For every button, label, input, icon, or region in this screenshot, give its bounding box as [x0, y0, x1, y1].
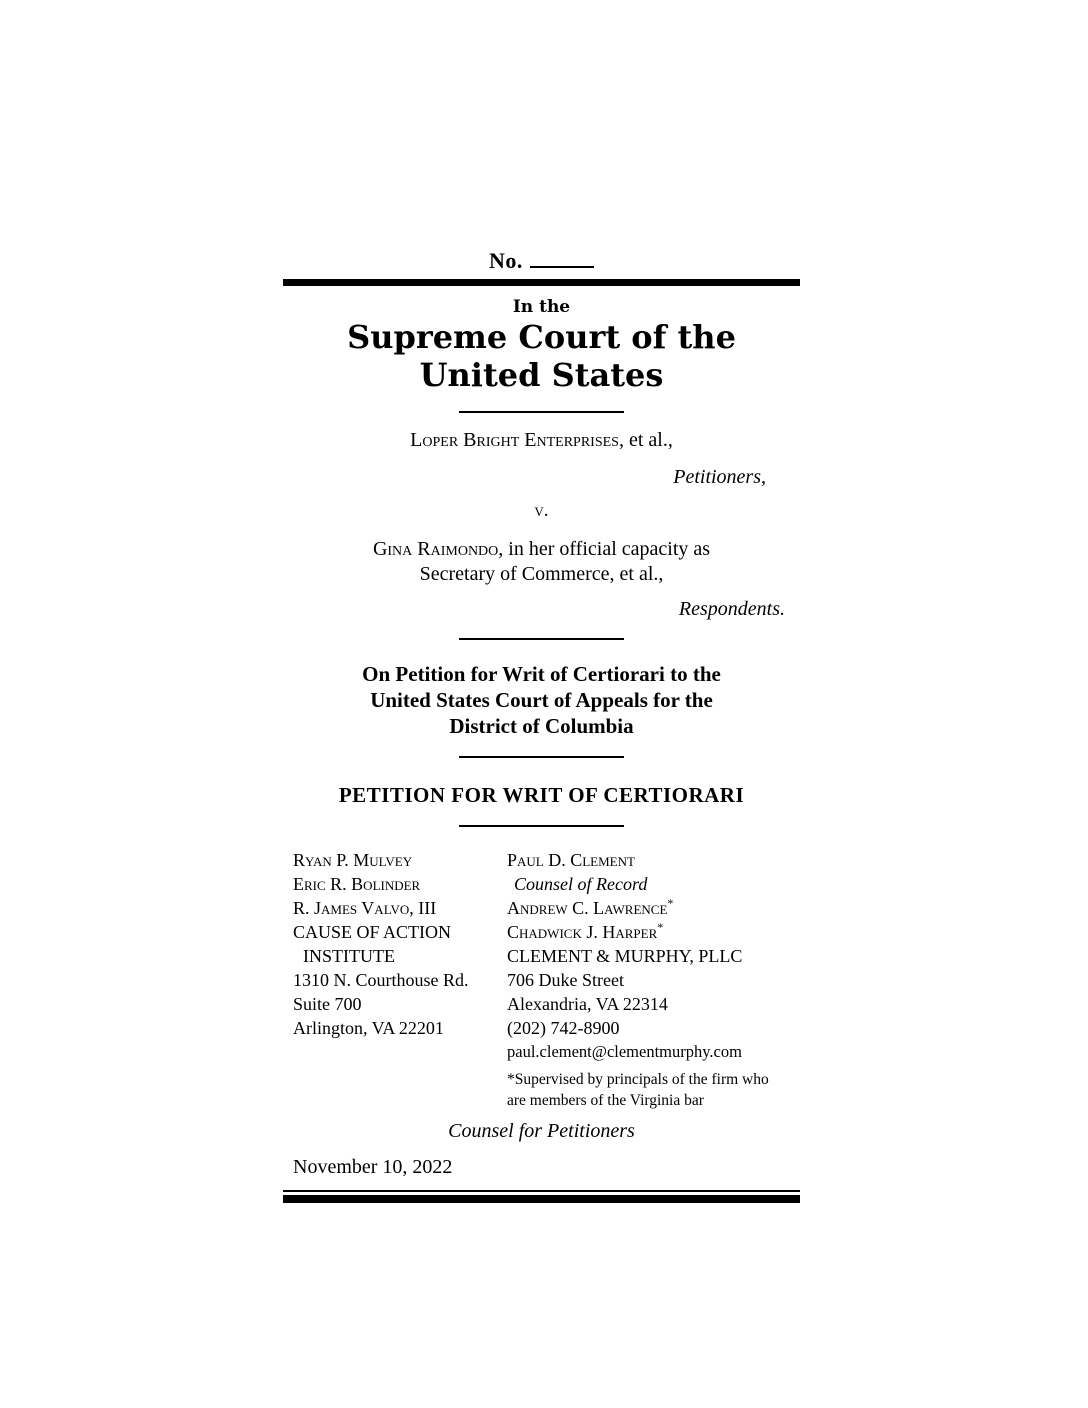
counsel-address-line: Alexandria, VA 22314	[507, 994, 668, 1014]
bottom-rule	[283, 1190, 800, 1203]
counsel-address-line: 706 Duke Street	[507, 970, 624, 990]
counsel-firm-line: CLEMENT & MURPHY, PLLC	[507, 946, 743, 966]
counsel-address-line: Suite 700	[293, 994, 362, 1014]
counsel-address-line: Arlington, VA 22201	[293, 1018, 444, 1038]
petitioner-role: Petitioners,	[673, 466, 766, 488]
versus-label: v.	[534, 500, 549, 521]
petitioner-name: Loper Bright Enterprises	[410, 429, 619, 451]
section-divider	[459, 411, 624, 413]
respondent-line-1	[283, 537, 800, 562]
respondent-role: Respondents.	[678, 598, 785, 620]
counsel-name: Andrew C. Lawrence*	[507, 896, 674, 918]
asterisk-marker: *	[657, 920, 664, 934]
counsel-email: paul.clement@clementmurphy.com	[507, 1042, 742, 1061]
lower-court-line-1: On Petition for Writ of Certiorari to the	[362, 662, 721, 686]
counsel-for-petitioners: Counsel for Petitioners	[448, 1120, 635, 1142]
docket-blank-line	[530, 248, 594, 268]
top-rule	[283, 279, 800, 286]
counsel-name: Chadwick J. Harper*	[507, 920, 664, 942]
counsel-block	[283, 848, 800, 1111]
bottom-rule-thick	[283, 1195, 800, 1203]
lower-court-block	[283, 661, 800, 739]
counsel-address-line: 1310 N. Courthouse Rd.	[293, 970, 469, 990]
petitioner-line	[283, 428, 800, 453]
section-divider	[459, 638, 624, 640]
petition-title: PETITION FOR WRIT OF CERTIORARI	[338, 783, 745, 807]
respondent-name: Gina Raimondo	[372, 538, 499, 560]
counsel-name: R. James Valvo, III	[293, 898, 437, 918]
petitioner-suffix: , et al.,	[618, 429, 673, 451]
asterisk-footnote: *Supervised by principals of the firm who are members of the Virginia bar	[507, 1071, 769, 1109]
lower-court-line-3: District of Columbia	[449, 714, 634, 738]
respondent-suffix: , in her official capacity as	[498, 538, 711, 560]
counsel-org-line: INSTITUTE	[303, 946, 395, 966]
counsel-name: Paul D. Clement	[507, 850, 635, 870]
counsel-left-column	[283, 848, 507, 1111]
section-divider	[459, 825, 624, 827]
counsel-name: Ryan P. Mulvey	[293, 850, 413, 870]
bottom-rule-thin	[283, 1190, 800, 1192]
lower-court-line-2: United States Court of Appeals for the	[370, 688, 713, 712]
counsel-phone: (202) 742-8900	[507, 1018, 620, 1038]
filing-date: November 10, 2022	[293, 1156, 453, 1178]
counsel-org-line: CAUSE OF ACTION	[293, 922, 452, 942]
asterisk-marker: *	[667, 896, 674, 910]
section-divider	[459, 756, 624, 758]
counsel-name: Eric R. Bolinder	[293, 874, 421, 894]
counsel-right-column	[507, 848, 800, 1111]
document-body	[283, 248, 800, 1203]
docket-number-line	[283, 248, 800, 274]
docket-label: No.	[489, 248, 523, 273]
court-name: Supreme Court of the United States	[347, 318, 736, 394]
court-intro: In the	[512, 297, 571, 317]
counsel-of-record-label: Counsel of Record	[514, 874, 648, 894]
respondent-line-2: Secretary of Commerce, et al.,	[419, 563, 664, 585]
